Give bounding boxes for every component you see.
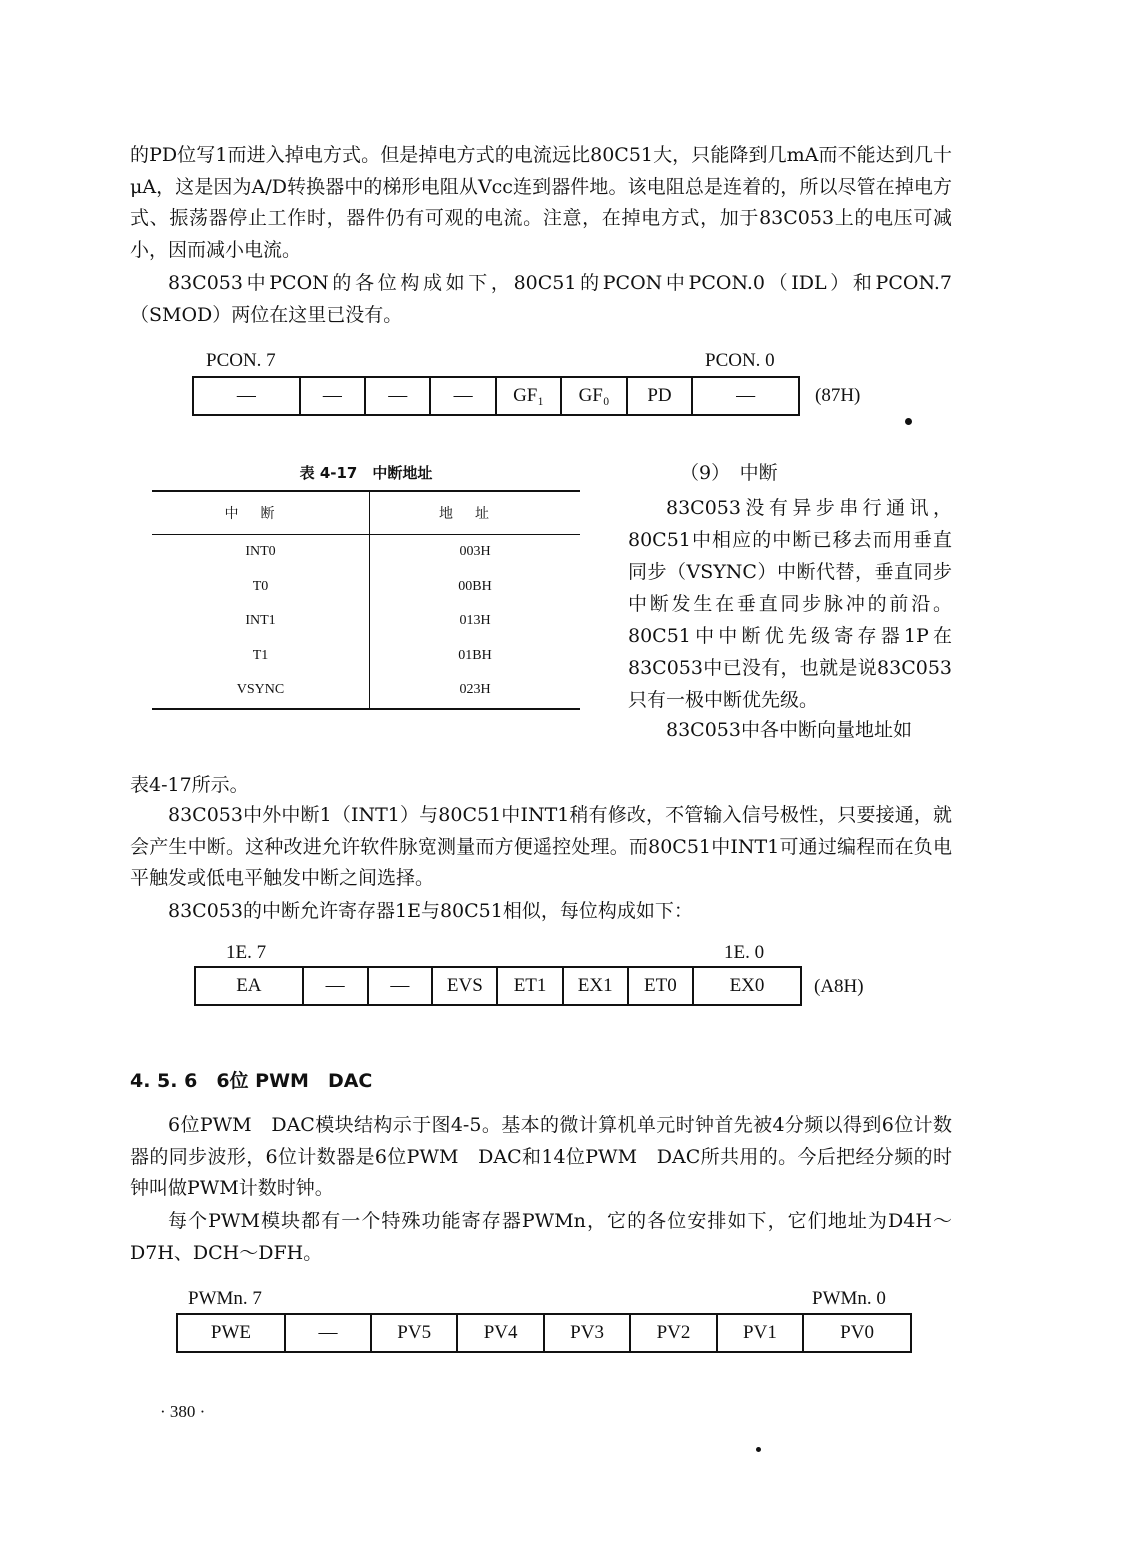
pwm-bit-0: PV0 <box>803 1314 911 1352</box>
side-heading: （9） 中断 <box>680 462 778 484</box>
side-paragraph-interrupts: 83C053没有异步串行通讯，80C51中相应的中断已移去而用垂直同步（VSYNC）中断代替，垂直同步中断发生在垂直同步脉冲的前沿。80C51中中断优先级寄存器1P在83C053中已没有，也就是说83C053只有一极中断优先级。 <box>628 497 952 711</box>
table-caption: 表 4-17 中断地址 <box>299 464 433 482</box>
scan-speck <box>905 418 912 425</box>
table-cell-interrupt: VSYNC <box>152 673 370 709</box>
pcon-bit-0: — <box>692 377 799 415</box>
page-number: · 380 · <box>160 1402 206 1421</box>
table-row <box>152 570 580 605</box>
pcon-lsb-label: PCON. 0 <box>705 350 775 371</box>
ie-bits-row <box>195 967 801 1005</box>
table-cell-interrupt: T0 <box>152 570 370 605</box>
paragraph-pcon-intro: 83C053中PCON的各位构成如下，80C51的PCON中PCON.0（IDL）和PCON.7（SMOD）两位在这里已没有。 <box>130 272 952 326</box>
table-row <box>152 673 580 709</box>
pwm-msb-label: PWMn. 7 <box>188 1288 262 1309</box>
paragraph-int1: 83C053中外中断1（INT1）与80C51中INT1稍有修改，不管输入信号极性，只要接通，就会产生中断。这种改进允许软件脉宽测量而方便遥控处理。而80C51中INT1可通过编程而在负电平触发或低电平触发中断之间选择。 <box>130 804 952 889</box>
paragraph-ie-intro: 83C053的中断允许寄存器1E与80C51相似，每位构成如下： <box>168 900 693 922</box>
table-cell-interrupt: INT0 <box>152 535 370 570</box>
pcon-bit-7: — <box>193 377 300 415</box>
ie-bit-5: — <box>368 967 433 1005</box>
pcon-bit-3: GF₁ <box>496 377 562 415</box>
pwm-bit-3: PV3 <box>544 1314 630 1352</box>
side-paragraph-vector: 83C053中各中断向量地址如 <box>666 719 912 741</box>
pwm-bit-7: PWE <box>177 1314 285 1352</box>
table-header-row <box>152 491 580 535</box>
ie-bit-6: — <box>303 967 368 1005</box>
table-cell-interrupt: INT1 <box>152 604 370 639</box>
table-row <box>152 535 580 570</box>
ie-msb-label: 1E. 7 <box>226 942 267 963</box>
pwm-bit-6: — <box>285 1314 371 1352</box>
pwm-bit-2: PV2 <box>630 1314 716 1352</box>
paragraph-table-ref: 表4-17所示。 <box>130 774 249 796</box>
ie-bit-1: ET0 <box>628 967 693 1005</box>
pcon-bit-4: — <box>430 377 495 415</box>
ie-lsb-label: 1E. 0 <box>724 942 765 963</box>
pwm-bit-4: PV4 <box>457 1314 543 1352</box>
table-row <box>152 604 580 639</box>
ie-address: (A8H) <box>814 976 864 997</box>
ie-bit-3: ET1 <box>497 967 562 1005</box>
ie-bit-4: EVS <box>432 967 497 1005</box>
ie-register <box>194 966 802 1006</box>
pwm-bits-row <box>177 1314 911 1352</box>
paragraph-pwmn: 每个PWM模块都有一个特殊功能寄存器PWMn，它的各位安排如下，它们地址为D4H～D7H、DCH～DFH。 <box>130 1210 952 1264</box>
table-header-interrupt: 中断 <box>152 491 370 535</box>
table-cell-address: 023H <box>370 673 581 709</box>
pcon-bit-2: GF₀ <box>561 377 627 415</box>
table-cell-address: 003H <box>459 544 491 560</box>
pwm-lsb-label: PWMn. 0 <box>812 1288 886 1309</box>
pcon-bit-1: PD <box>627 377 692 415</box>
pcon-register <box>192 376 800 416</box>
table-cell-address: 013H <box>459 613 491 629</box>
ie-bit-0: EX0 <box>693 967 801 1005</box>
ie-bit-7: EA <box>195 967 303 1005</box>
table-cell-address: 00BH <box>458 578 492 594</box>
ie-bit-2: EX1 <box>563 967 628 1005</box>
interrupt-address-table <box>152 490 580 710</box>
pcon-bit-5: — <box>365 377 430 415</box>
paragraph-pwm-dac: 6位PWM DAC模块结构示于图4-5。基本的微计算机单元时钟首先被4分频以得到6位计数器的同步波形，6位计数器是6位PWM DAC和14位PWM DAC所共用的。今后把经分频的时钟叫做PWM计数时钟。 <box>130 1114 952 1199</box>
pcon-address: (87H) <box>815 385 861 406</box>
table-cell-address: 01BH <box>458 647 492 663</box>
table-header-address: 地址 <box>370 491 581 535</box>
table-row <box>152 639 580 674</box>
paragraph-power-down: 的PD位写1而进入掉电方式。但是掉电方式的电流远比80C51大，只能降到几mA而不能达到几十μA，这是因为A/D转换器中的梯形电阻从Vcc连到器件地。该电阻总是连着的，所以尽管在掉电方式、振荡器停止工作时，器件仍有可观的电流。注意，在掉电方式，加于83C053上的电压可减小，因而减小电流。 <box>130 144 952 261</box>
section-heading: 4. 5. 6 6位 PWM DAC <box>130 1070 373 1092</box>
pwmn-register <box>176 1313 912 1353</box>
pwm-bit-1: PV1 <box>717 1314 803 1352</box>
table-cell-interrupt: T1 <box>152 639 370 674</box>
scan-speck <box>756 1447 761 1452</box>
pwm-bit-5: PV5 <box>371 1314 457 1352</box>
pcon-msb-label: PCON. 7 <box>206 350 276 371</box>
pcon-bit-6: — <box>300 377 365 415</box>
pcon-bits-row <box>193 377 799 415</box>
